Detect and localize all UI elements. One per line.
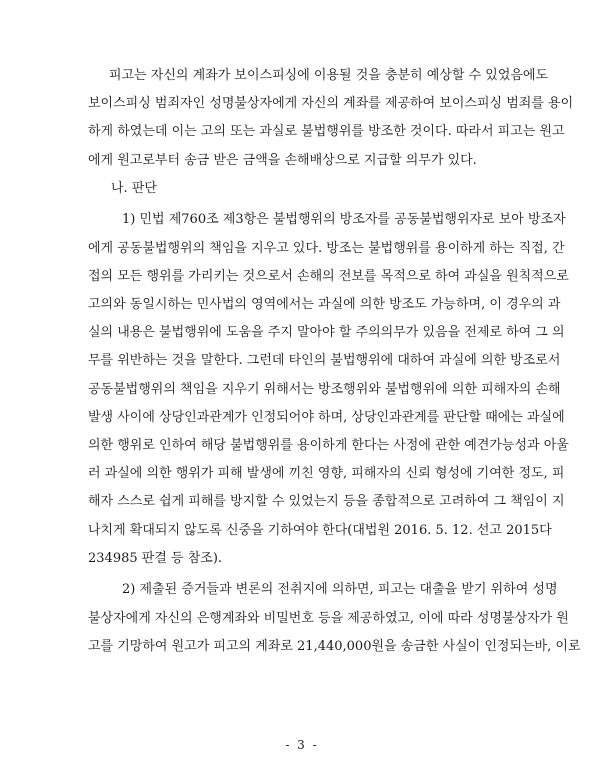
text-line: 고를 기망하여 원고가 피고의 계좌로 21,440,000원을 송금한 사실이 인정되는바, 이로 [88,639,581,654]
text-line: 보이스피싱 범죄자인 성명불상자에게 자신의 계좌를 제공하여 보이스피싱 범죄를 용이 [88,96,574,111]
text-line: 의한 행위로 인하여 해당 불법행위를 용이하게 한다는 사정에 관한 예견가능성과 아울 [88,438,569,453]
page-number: - 3 - [285,738,319,752]
text-line: 해자 스스로 쉽게 피해를 방지할 수 있었는지 등을 종합적으로 고려하여 그 책임이 지 [88,494,565,509]
text-line: 에게 공동불법행위의 책임을 지우고 있다. 방조는 불법행위를 용이하게 하는 직접, 간 [88,241,565,256]
text-line: 2) 제출된 증거들과 변론의 전취지에 의하면, 피고는 대출을 받기 위하여 성명 [122,582,558,597]
text-line: 무를 위반하는 것을 말한다. 그런데 타인의 불법행위에 대하여 과실에 의한 방조로서 [88,353,561,368]
text-line: 피고는 자신의 계좌가 보이스피싱에 이용될 것을 충분히 예상할 수 있었음에도 [109,68,549,83]
text-line: 실의 내용은 불법행위에 도움을 주지 말아야 할 주의의무가 있음을 전제로 하여 그 의 [88,325,565,340]
text-line: 접의 모든 행위를 가리키는 것으로서 손해의 전보를 목적으로 하여 과실을 원칙적으로 [88,269,569,284]
text-line: 하게 하였는데 이는 고의 또는 과실로 불법행위를 방조한 것이다. 따라서 피고는 원고 [88,124,565,139]
section-heading: 나. 판단 [111,181,157,196]
text-line: 1) 민법 제760조 제3항은 불법행위의 방조자를 공동불법행위자로 보아 방조자 [122,212,566,227]
text-line: 에게 원고로부터 송금 받은 금액을 손해배상으로 지급할 의무가 있다. [88,153,477,168]
text-line: 러 과실에 의한 행위가 피해 발생에 끼친 영향, 피해자의 신뢰 형성에 기여한 정도, 피 [88,466,565,481]
text-line: 234985 판결 등 참조). [88,551,223,566]
text-line: 나치게 확대되지 않도록 신중을 기하여야 한다(대법원 2016. 5. 12. 선고 2015다 [88,523,552,538]
text-line: 불상자에게 자신의 은행계좌와 비밀번호 등을 제공하였고, 이에 따라 성명불상자가 원 [88,611,569,626]
text-line: 발생 사이에 상당인과관계가 인정되어야 하며, 상당인과관계를 판단할 때에는 과실에 [88,410,565,425]
text-line: 공동불법행위의 책임을 지우기 위해서는 방조행위와 불법행위에 의한 피해자의 손해 [88,382,561,397]
text-line: 고의와 동일시하는 민사법의 영역에서는 과실에 의한 방조도 가능하며, 이 경우의 과 [88,297,561,312]
